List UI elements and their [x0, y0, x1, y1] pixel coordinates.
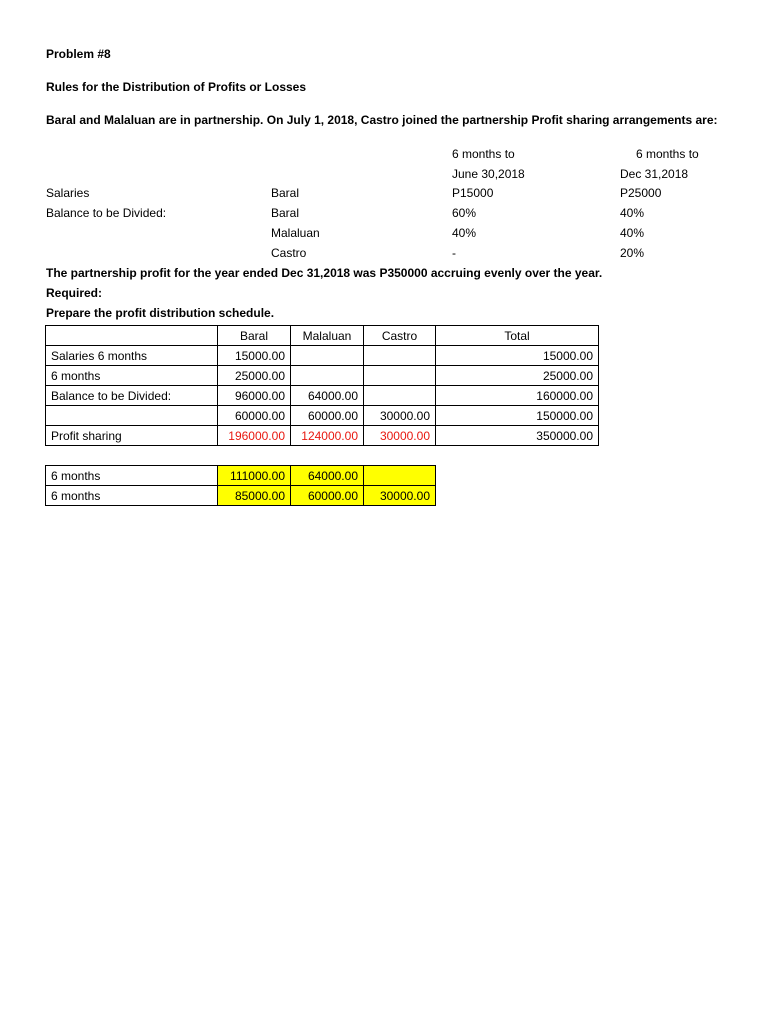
prepare-label: Prepare the profit distribution schedule.	[46, 306, 275, 320]
cell-malaluan: 64000.00	[291, 466, 364, 486]
cell-baral: 196000.00	[218, 426, 291, 446]
table-row	[46, 346, 599, 366]
summary-table	[45, 465, 436, 506]
cell-baral: 111000.00	[218, 466, 291, 486]
arrangement-period1: P15000	[452, 186, 494, 200]
arrangement-period2: 40%	[620, 226, 645, 240]
cell-castro	[364, 466, 436, 486]
row-label	[46, 406, 218, 426]
table-row	[46, 466, 436, 486]
cell-malaluan	[291, 366, 364, 386]
arrangement-period2: P25000	[620, 186, 662, 200]
cell-malaluan: 60000.00	[291, 406, 364, 426]
period2-header-line1: 6 months to	[636, 147, 699, 161]
cell-malaluan: 64000.00	[291, 386, 364, 406]
table-row	[46, 486, 436, 506]
table-row-profit-sharing	[46, 426, 599, 446]
cell-castro: 30000.00	[364, 486, 436, 506]
cell-total: 350000.00	[436, 426, 599, 446]
row-label: Profit sharing	[46, 426, 218, 446]
row-label: Balance to be Divided:	[46, 386, 218, 406]
cell-malaluan	[291, 346, 364, 366]
cell-castro: 30000.00	[364, 426, 436, 446]
cell-baral: 15000.00	[218, 346, 291, 366]
arrangement-partner: Castro	[271, 246, 307, 260]
subtitle: Rules for the Distribution of Profits or Losses	[46, 80, 307, 94]
arrangement-period2: 40%	[620, 206, 645, 220]
cell-total: 15000.00	[436, 346, 599, 366]
distribution-schedule-table	[45, 325, 599, 446]
cell-total: 25000.00	[436, 366, 599, 386]
arrangement-period2: 20%	[620, 246, 645, 260]
intro-text: Baral and Malaluan are in partnership. On July 1, 2018, Castro joined the partnership Profit sharing arrangements are:	[46, 113, 718, 127]
header-baral: Baral	[218, 326, 291, 346]
required-label: Required:	[46, 286, 103, 300]
row-label: Salaries 6 months	[46, 346, 218, 366]
arrangement-label: Balance to be Divided:	[46, 206, 167, 220]
header-cell	[46, 326, 218, 346]
arrangement-period1: 60%	[452, 206, 477, 220]
cell-baral: 96000.00	[218, 386, 291, 406]
cell-total: 150000.00	[436, 406, 599, 426]
period1-header-line2: June 30,2018	[452, 167, 525, 181]
table-row	[46, 386, 599, 406]
cell-baral: 60000.00	[218, 406, 291, 426]
arrangement-period1: -	[452, 246, 456, 260]
row-label: 6 months	[46, 466, 218, 486]
period1-header-line1: 6 months to	[452, 147, 515, 161]
cell-malaluan: 60000.00	[291, 486, 364, 506]
profit-statement: The partnership profit for the year ended Dec 31,2018 was P350000 accruing evenly over the year.	[46, 266, 603, 280]
cell-baral: 25000.00	[218, 366, 291, 386]
row-label: 6 months	[46, 486, 218, 506]
row-label: 6 months	[46, 366, 218, 386]
cell-castro	[364, 366, 436, 386]
header-castro: Castro	[364, 326, 436, 346]
table-row	[46, 406, 599, 426]
cell-total: 160000.00	[436, 386, 599, 406]
cell-malaluan: 124000.00	[291, 426, 364, 446]
header-malaluan: Malaluan	[291, 326, 364, 346]
problem-title: Problem #8	[46, 47, 111, 61]
table-header-row	[46, 326, 599, 346]
table-row	[46, 366, 599, 386]
cell-castro	[364, 386, 436, 406]
arrangement-partner: Malaluan	[271, 226, 320, 240]
period2-header-line2: Dec 31,2018	[620, 167, 689, 181]
cell-baral: 85000.00	[218, 486, 291, 506]
arrangement-partner: Baral	[271, 186, 300, 200]
arrangement-partner: Baral	[271, 206, 300, 220]
cell-castro	[364, 346, 436, 366]
arrangement-label: Salaries	[46, 186, 90, 200]
header-total: Total	[436, 326, 599, 346]
arrangement-period1: 40%	[452, 226, 477, 240]
cell-castro: 30000.00	[364, 406, 436, 426]
